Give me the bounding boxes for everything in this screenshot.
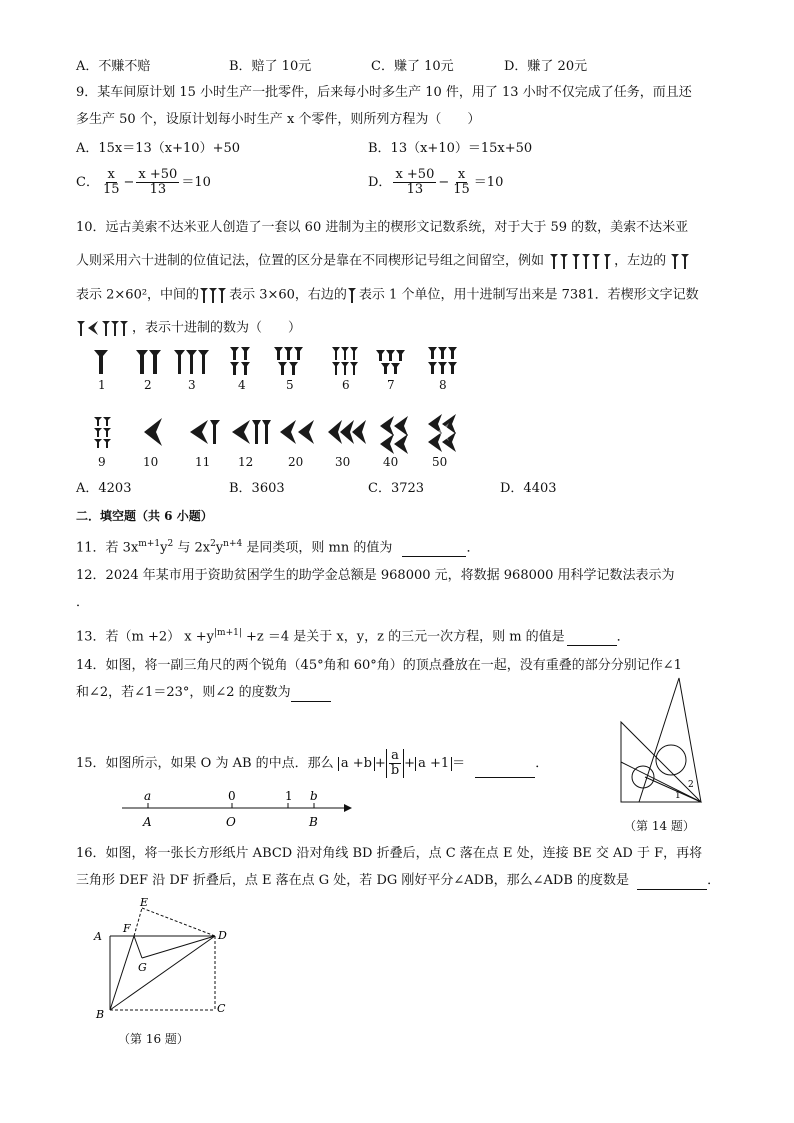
q9-c-frac2-num: x +50 xyxy=(138,167,178,182)
q15-tick-a: a xyxy=(144,789,152,803)
numeral-9-glyph xyxy=(94,417,111,448)
q15-abs-a-plus-1: a +1 xyxy=(415,757,452,771)
numeral-label: 5 xyxy=(286,378,294,392)
q9-option-c: C． $\frac{x}{15}$ − $\frac{x +50}{13}$ ＝10 xyxy=(76,167,211,197)
q11-exp4: n+4 xyxy=(223,539,243,549)
q11-line: 11．若 $3x^{m+1}y^2$ 与 $2x^2y^{n+4}$ 是同类项，则 mn 的值为 ． xyxy=(76,539,480,556)
q15-tick-0: 0 xyxy=(228,789,236,803)
q9-d-frac1-num: x +50 xyxy=(395,167,435,182)
q11-suffix: 是同类项，则 mn 的值为 xyxy=(242,540,393,556)
q8-option-d: D．赚了 20元 xyxy=(504,59,588,74)
numeral-label: 50 xyxy=(432,455,448,469)
q15-abs-a-plus-b: a +b xyxy=(338,757,375,771)
numeral-30-glyph xyxy=(328,420,366,444)
numeral-3-glyph xyxy=(174,350,209,374)
q16-line2-text: 三角形 DEF 沿 DF 折叠后，点 E 落在点 G 处，若 DG 刚好平分∠ADB，那么∠ADB 的度数是 xyxy=(76,873,630,888)
q10-line2-end: ，左边的 xyxy=(614,253,667,269)
q9-c-frac1 xyxy=(101,168,122,197)
q16-figure xyxy=(90,894,230,1022)
cuneiform-two-icon xyxy=(670,251,692,271)
q12-line2: ． xyxy=(76,595,90,610)
q16-line1: 16．如图，将一张长方形纸片 ABCD 沿对角线 BD 折叠后，点 C 落在点 E 处，连接 BE 交 AD 于 F，再将 xyxy=(76,846,703,861)
q9-c-frac2-den: 13 xyxy=(149,182,167,197)
q15-equals: ＝ xyxy=(452,756,466,771)
q8-option-b: B．赔了 10元 xyxy=(229,59,312,74)
q10-line1: 10．远古美索不达米亚人创造了一套以 60 进制为主的楔形文记数系统，对于大于 59 的数，美索不达米亚 xyxy=(76,220,689,235)
q11-answer-blank[interactable] xyxy=(402,556,466,557)
q10-option-b: B．3603 xyxy=(229,481,285,496)
q11-prefix: 11．若 3x xyxy=(76,540,139,556)
q9-line2: 多生产 50 个，设原计划每小时生产 x 个零件，则所列方程为（ ） xyxy=(76,112,481,127)
q14-caption: （第 14 题） xyxy=(624,819,695,833)
q15-frac-den: b xyxy=(390,763,400,778)
q11-exp2: 2 xyxy=(167,539,174,549)
q11-mid1: y xyxy=(160,540,168,556)
numeral-4-glyph xyxy=(230,347,250,375)
numeral-row1-labels xyxy=(80,378,470,394)
q9-c-frac1-num: x xyxy=(107,167,115,182)
numeral-6-glyph xyxy=(332,347,358,375)
q16-caption: （第 16 题） xyxy=(118,1032,189,1046)
numeral-label: 3 xyxy=(188,378,196,392)
numeral-12-glyph xyxy=(232,420,271,444)
q9-d-rhs: ＝10 xyxy=(473,175,504,190)
cuneiform-three-icon xyxy=(199,285,229,305)
q13-line xyxy=(76,624,630,646)
q14-line2-text: 和∠2，若∠1＝23°，则∠2 的度数为 xyxy=(76,685,291,700)
q9-c-frac2 xyxy=(136,168,179,197)
q9-d-frac2-num: x xyxy=(457,167,466,182)
q16-label-B: B xyxy=(96,1008,105,1021)
q15-tick-b: b xyxy=(310,789,318,803)
numeral-label: 1 xyxy=(98,378,106,392)
q10-line3-a: 表示 2×60²，中间的 xyxy=(76,287,200,303)
q9-option-a: A．15x＝13（x+10）+50 xyxy=(76,141,241,156)
q9-c-frac1-den: 15 xyxy=(102,182,120,197)
q15-prefix: 15．如图所示，如果 O 为 AB 的中点．那么 xyxy=(76,756,334,771)
numeral-label: 11 xyxy=(195,455,211,469)
q15-line: 15．如图所示，如果 O 为 AB 的中点．那么 a +b + $\frac{a}{b}$ + a +1 ＝ ． xyxy=(76,748,549,778)
numeral-50-glyph xyxy=(428,414,456,452)
numeral-label: 4 xyxy=(238,378,246,392)
q10-option-d: D．4403 xyxy=(500,481,557,496)
q11-exp3: 2 xyxy=(210,539,216,549)
q11-exp1: m+1 xyxy=(138,539,161,549)
q13-end: ． xyxy=(616,629,630,645)
numeral-label: 10 xyxy=(143,455,159,469)
q14-angle-2-label: 2 xyxy=(688,780,694,790)
numeral-40-glyph xyxy=(380,416,408,454)
numeral-row2-labels xyxy=(80,455,470,471)
q10-option-c: C．3723 xyxy=(368,481,425,496)
numeral-label: 12 xyxy=(238,455,254,469)
numeral-label: 6 xyxy=(342,378,350,392)
numeral-8-glyph xyxy=(428,347,457,374)
numeral-label: 2 xyxy=(144,378,152,392)
q16-answer-blank[interactable] xyxy=(637,889,707,890)
q16-label-F: F xyxy=(123,922,131,935)
q15-answer-blank[interactable] xyxy=(475,777,535,778)
q15-frac-num: a xyxy=(391,748,399,763)
q16-label-A: A xyxy=(94,930,102,943)
q14-line2 xyxy=(76,684,331,702)
q11-mid3: y xyxy=(215,540,224,556)
q10-line2 xyxy=(76,251,692,271)
numeral-2-glyph xyxy=(136,350,161,374)
q15-point-B: B xyxy=(309,815,318,829)
numeral-10-glyph xyxy=(144,418,162,446)
cuneiform-one-icon xyxy=(347,285,359,305)
q16-line2 xyxy=(76,872,720,890)
q10-line3 xyxy=(76,285,699,305)
q16-label-E: E xyxy=(140,896,149,909)
cuneiform-question-icon xyxy=(76,318,132,338)
q10-option-a: A．4203 xyxy=(76,481,132,496)
cuneiform-example-icon xyxy=(548,251,614,271)
q9-c-rhs: ＝10 xyxy=(181,175,211,190)
q10-line2-text: 人则采用六十进制的位值记法，位置的区分是靠在不同楔形记号组之间留空，例如 xyxy=(76,253,545,269)
q13-exp: |m+1| xyxy=(214,628,242,638)
numeral-1-glyph xyxy=(94,350,108,374)
q14-line1: 14．如图，将一副三角尺的两个锐角（45°角和 60°角）的顶点叠放在一起，没有重叠的部分分别记作∠1 xyxy=(76,658,682,673)
numeral-label: 8 xyxy=(439,378,447,392)
numeral-label: 30 xyxy=(335,455,351,469)
numeral-label: 20 xyxy=(288,455,304,469)
q13-prefix: 13．若（m +2） x +y xyxy=(76,629,214,645)
q15-abs-frac xyxy=(386,749,404,778)
q10-line4 xyxy=(76,318,301,338)
q16-end: ． xyxy=(707,873,721,888)
q16-label-C: C xyxy=(217,1002,226,1015)
numeral-label: 7 xyxy=(387,378,395,392)
q10-line3-c: 表示 1 个单位，用十进制写出来是 7381．若楔形文字记数 xyxy=(358,287,699,303)
section2-title: 二．填空题（共 6 小题） xyxy=(76,509,213,523)
numeral-5-glyph xyxy=(274,347,303,375)
q8-option-a: A．不赚不赔 xyxy=(76,59,151,74)
q9-d-frac2-den: 15 xyxy=(453,182,470,197)
q9-d-frac1-den: 13 xyxy=(406,182,424,197)
numeral-label: 40 xyxy=(383,455,399,469)
q13-suffix: +z ＝4 是关于 x，y，z 的三元一次方程，则 m 的值是 xyxy=(241,629,565,645)
q12-line1: 12．2024 年某市用于资助贫困学生的助学金总额是 968000 元，将数据 968000 用科学记数法表示为 xyxy=(76,568,675,583)
q14-angle-1-label: 1 xyxy=(675,791,681,801)
q16-label-G: G xyxy=(138,961,147,974)
q9-option-d-prefix: D． xyxy=(368,175,392,190)
q9-line1: 9．某车间原计划 15 小时生产一批零件，后来每小时多生产 10 件，用了 13 小时不仅完成了任务，而且还 xyxy=(76,85,692,100)
q15-number-line xyxy=(116,786,360,832)
q13-answer-blank[interactable] xyxy=(567,645,617,646)
q11-mid2: 与 2x xyxy=(173,540,211,556)
q15-point-A: A xyxy=(143,815,152,829)
q16-label-D: D xyxy=(218,929,227,942)
q10-line3-b: 表示 3×60，右边的 xyxy=(229,287,347,303)
q10-line4-text: ，表示十进制的数为（ ） xyxy=(132,320,302,336)
numeral-label: 9 xyxy=(98,455,106,469)
numeral-11-glyph xyxy=(190,420,220,444)
numeral-20-glyph xyxy=(280,420,314,444)
q9-d-frac1 xyxy=(393,168,436,197)
q15-tick-1: 1 xyxy=(285,789,293,803)
numeral-7-glyph xyxy=(376,350,405,374)
q15-end: ． xyxy=(535,756,549,771)
q9-option-d: D． $\frac{x +50}{13}$ − $\frac{x}{15}$ ＝10 xyxy=(368,167,504,197)
q15-point-O: O xyxy=(226,815,236,829)
q9-option-c-prefix: C． xyxy=(76,175,99,190)
q9-option-b: B．13（x+10）＝15x+50 xyxy=(368,141,533,156)
q14-answer-blank[interactable] xyxy=(291,701,331,702)
q8-option-c: C．赚了 10元 xyxy=(371,59,454,74)
q9-d-frac2 xyxy=(451,168,472,197)
q14-figure xyxy=(615,674,725,806)
